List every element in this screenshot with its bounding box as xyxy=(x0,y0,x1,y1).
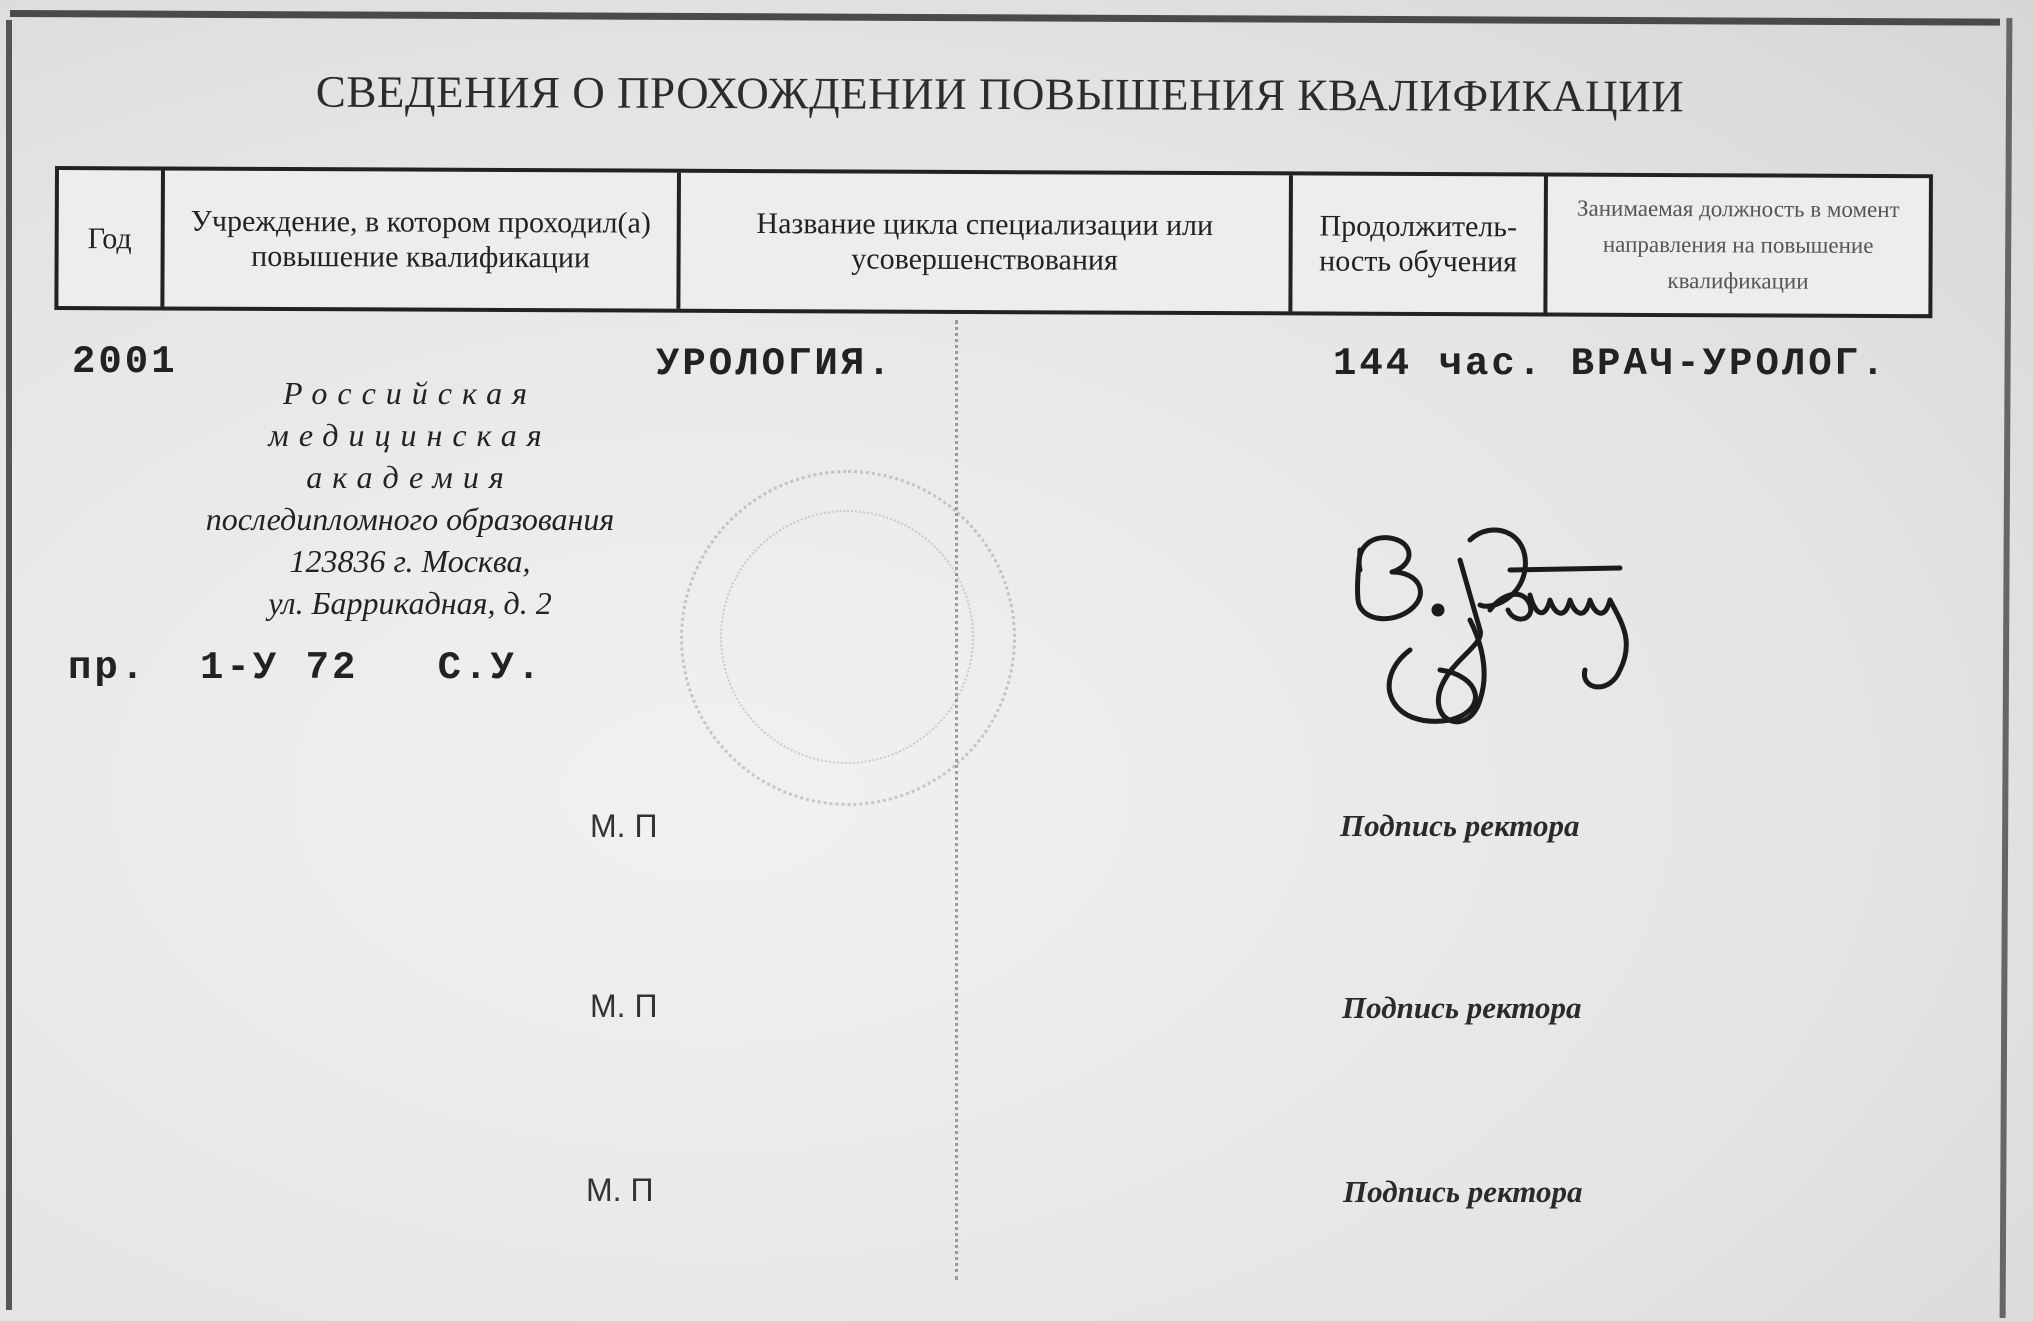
table-header xyxy=(54,166,1933,318)
fold-line xyxy=(955,320,958,1280)
header-cycle: Название цикла специализации или усовершенствования xyxy=(680,173,1293,312)
seal-place-label: М. П xyxy=(590,808,658,844)
header-position: Занимаемая должность в момент направления на повышение квалификации xyxy=(1576,195,1900,294)
entry-year: 2001 xyxy=(72,340,178,384)
order-number: пр. 1-У 72 С.У. xyxy=(68,646,544,690)
signature-label: Подпись ректора xyxy=(1342,990,1582,1025)
stamp-line: Российская xyxy=(282,375,538,411)
signature-label: Подпись ректора xyxy=(1343,1174,1583,1209)
stamp-line: академия xyxy=(306,459,514,495)
page-border-top xyxy=(10,10,2000,26)
header-year: Год xyxy=(58,170,165,306)
seal-place-label: М. П xyxy=(590,988,658,1024)
stamp-line: ул. Баррикадная, д. 2 xyxy=(268,585,552,621)
page-border-left xyxy=(6,20,12,1310)
page-border-right xyxy=(2000,18,2013,1318)
seal-place-label: М. П xyxy=(586,1172,654,1208)
rector-signature-icon xyxy=(1330,510,1730,740)
signature-label: Подпись ректора xyxy=(1340,808,1580,843)
stamp-line: медицинская xyxy=(268,417,552,453)
page-title: СВЕДЕНИЯ О ПРОХОЖДЕНИИ ПОВЫШЕНИЯ КВАЛИФИКАЦИИ xyxy=(315,66,1685,122)
stamp-line: последипломного образования xyxy=(205,501,615,537)
entry-cycle: УРОЛОГИЯ. xyxy=(656,342,894,386)
header-institution: Учреждение, в котором проходил(а) повышение квалификации xyxy=(164,170,681,308)
stamp-line: 123836 г. Москва, xyxy=(289,543,531,579)
faint-seal-inner xyxy=(720,510,974,764)
entry-duration-position: 144 час. ВРАЧ-УРОЛОГ. xyxy=(1333,342,1888,386)
institution-stamp xyxy=(165,372,655,624)
header-duration: Продолжитель-ность обучения xyxy=(1292,175,1548,312)
